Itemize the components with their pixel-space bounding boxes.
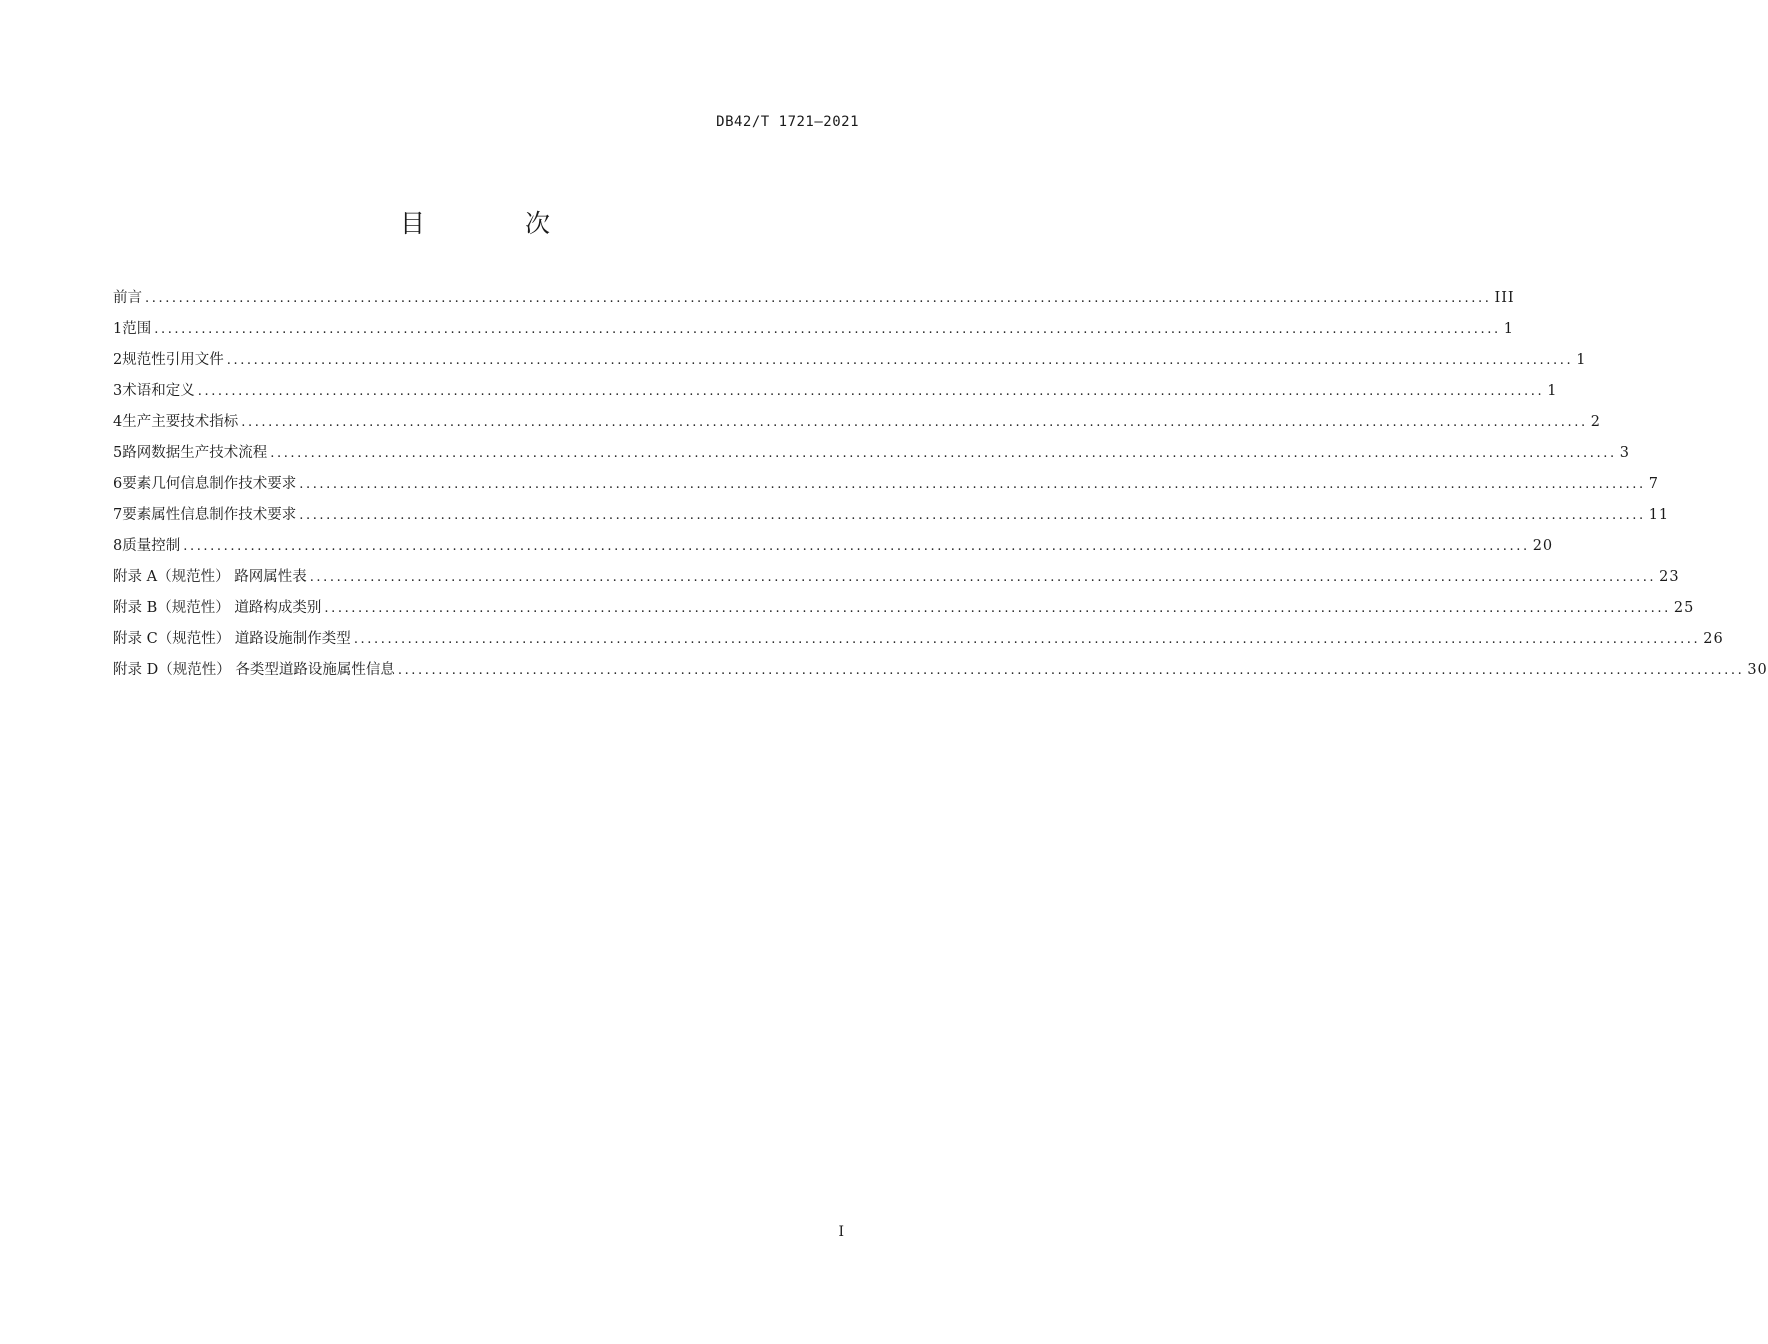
toc-entry-appendix-a[interactable]: [113, 562, 1680, 593]
toc-leader-dots: ........................................................................................................................................................................................................: [183, 539, 1530, 554]
toc-entry-page: 30: [1747, 662, 1768, 678]
toc-leader-dots: ........................................................................................................................................................................................................: [299, 477, 1646, 492]
toc-entry-page: 20: [1532, 538, 1554, 554]
toc-entry-6[interactable]: [113, 469, 1659, 500]
toc-entry-4[interactable]: [113, 407, 1601, 438]
table-of-contents: [113, 283, 1768, 686]
toc-entry-number: 6: [113, 476, 123, 492]
toc-leader-dots: ........................................................................................................................................................................................................: [397, 663, 1745, 678]
toc-entry-5[interactable]: [113, 438, 1630, 469]
toc-entry-number: 3: [113, 383, 123, 399]
toc-entry-foreword[interactable]: [113, 283, 1515, 314]
toc-entry-number: 1: [113, 321, 123, 337]
toc-entry-page: 25: [1673, 600, 1695, 616]
toc-entry-label: 规范性引用文件: [122, 352, 224, 368]
toc-leader-dots: ........................................................................................................................................................................................................: [270, 446, 1617, 461]
toc-entry-page: 3: [1619, 445, 1630, 461]
toc-leader-dots: ........................................................................................................................................................................................................: [145, 291, 1492, 306]
toc-entry-page: III: [1494, 290, 1515, 306]
page-title: 目 次: [400, 209, 596, 238]
toc-entry-page: 1: [1503, 321, 1514, 337]
toc-leader-dots: ........................................................................................................................................................................................................: [197, 384, 1545, 399]
toc-leader-dots: ........................................................................................................................................................................................................: [299, 508, 1646, 523]
toc-entry-label: 术语和定义: [122, 383, 195, 399]
toc-entry-number: 8: [113, 538, 123, 554]
toc-entry-page: 7: [1648, 476, 1659, 492]
toc-leader-dots: ........................................................................................................................................................................................................: [353, 632, 1701, 647]
toc-entry-appendix-c[interactable]: [113, 624, 1724, 655]
toc-entry-appendix-d[interactable]: [113, 655, 1768, 686]
toc-entry-page: 2: [1590, 414, 1601, 430]
toc-entry-2[interactable]: [113, 345, 1587, 376]
toc-entry-label: 要素属性信息制作技术要求: [122, 507, 297, 523]
toc-entry-7[interactable]: [113, 500, 1670, 531]
toc-entry-appendix-b[interactable]: [113, 593, 1695, 624]
toc-entry-3[interactable]: [113, 376, 1558, 407]
toc-entry-label: 生产主要技术指标: [122, 414, 239, 430]
toc-entry-page: 1: [1576, 352, 1587, 368]
toc-leader-dots: ........................................................................................................................................................................................................: [324, 601, 1671, 616]
toc-entry-1[interactable]: [113, 314, 1514, 345]
toc-entry-label: 附录 A（规范性） 路网属性表: [113, 569, 307, 585]
toc-entry-number: 7: [113, 507, 123, 523]
toc-entry-8[interactable]: [113, 531, 1554, 562]
toc-entry-label: 附录 D（规范性） 各类型道路设施属性信息: [113, 662, 395, 678]
toc-leader-dots: ........................................................................................................................................................................................................: [309, 570, 1657, 585]
toc-leader-dots: ........................................................................................................................................................................................................: [226, 353, 1574, 368]
document-code: DB42/T 1721—2021: [716, 114, 859, 130]
toc-leader-dots: ........................................................................................................................................................................................................: [241, 415, 1588, 430]
toc-entry-page: 26: [1703, 631, 1724, 647]
toc-entry-number: 4: [113, 414, 123, 430]
toc-entry-label: 前言: [113, 290, 142, 306]
toc-entry-label: 附录 C（规范性） 道路设施制作类型: [113, 631, 351, 647]
toc-entry-label: 路网数据生产技术流程: [122, 445, 268, 461]
toc-entry-label: 质量控制: [122, 538, 181, 554]
toc-entry-page: 11: [1648, 507, 1670, 523]
toc-leader-dots: ........................................................................................................................................................................................................: [154, 322, 1501, 337]
toc-entry-label: 附录 B（规范性） 道路构成类别: [113, 600, 322, 616]
toc-entry-page: 23: [1659, 569, 1680, 585]
toc-entry-label: 要素几何信息制作技术要求: [122, 476, 297, 492]
toc-entry-number: 5: [113, 445, 123, 461]
toc-entry-number: 2: [113, 352, 123, 368]
toc-entry-page: 1: [1547, 383, 1558, 399]
page-number: I: [838, 1224, 844, 1240]
toc-entry-label: 范围: [122, 321, 152, 337]
